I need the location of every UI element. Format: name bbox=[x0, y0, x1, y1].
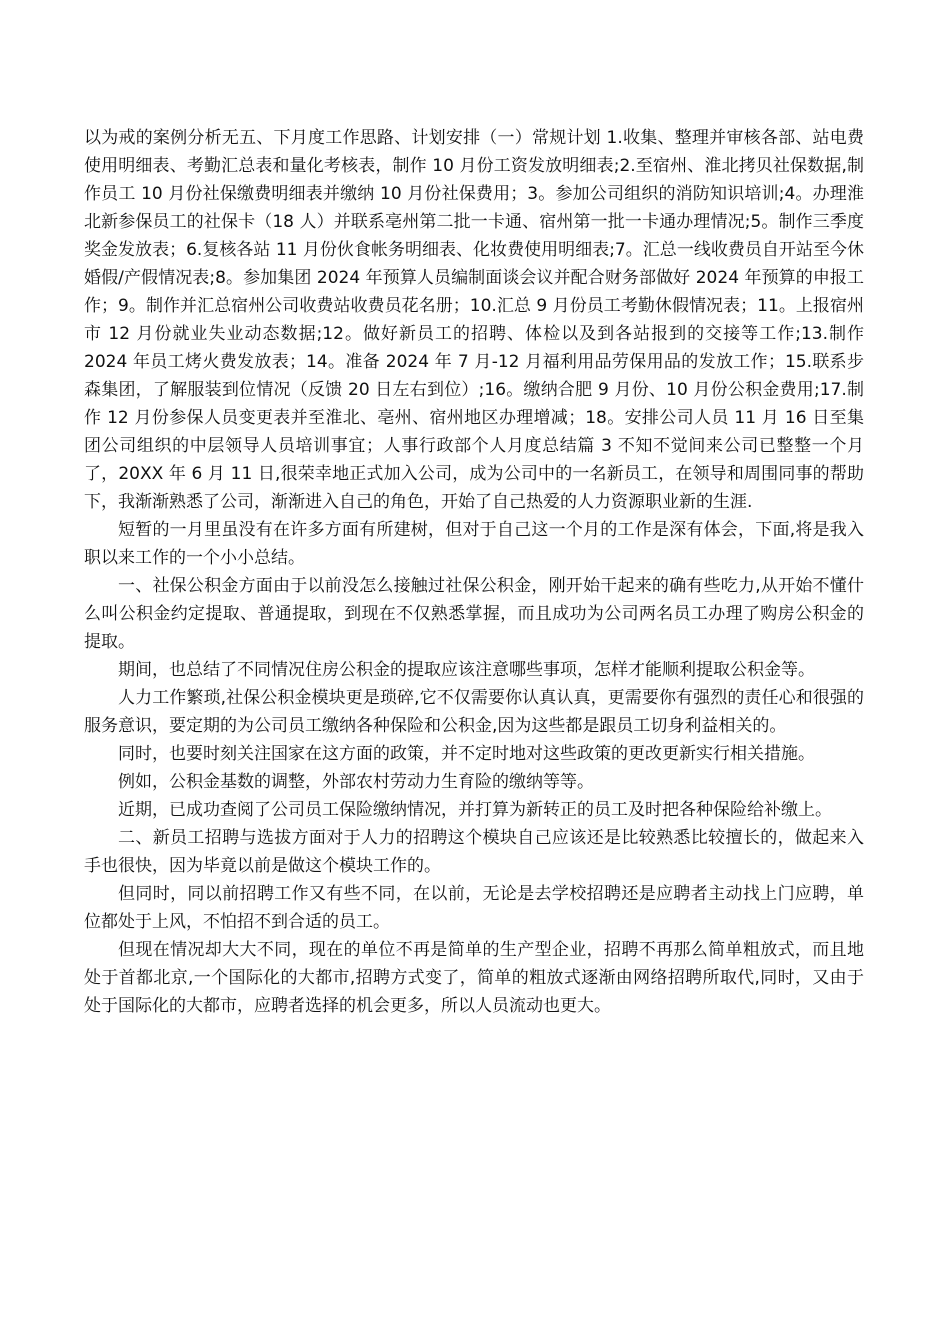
paragraph-policy: 同时，也要时刻关注国家在这方面的政策，并不定时地对这些政策的更改更新实行相关措施。 bbox=[118, 744, 815, 764]
paragraph-recruitment-before: 但同时，同以前招聘工作又有些不同，在以前，无论是去学校招聘还是应聘者主动找上门应聘，单位都处于上风，不怕招不到合适的员工。 bbox=[84, 884, 864, 932]
paragraph-recent: 近期，已成功查阅了公司员工保险缴纳情况，并打算为新转正的员工及时把各种保险给补缴上。 bbox=[118, 800, 832, 820]
paragraph-recruitment: 二、新员工招聘与选拔方面对于人力的招聘这个模块自己应该还是比较熟悉比较擅长的，做起来入手也很快，因为毕竟以前是做这个模块工作的。 bbox=[84, 828, 864, 876]
paragraph-fund-notes: 期间，也总结了不同情况住房公积金的提取应该注意哪些事项，怎样才能顺利提取公积金等。 bbox=[118, 660, 815, 680]
paragraph-example: 例如，公积金基数的调整，外部农村劳动力生育险的缴纳等等。 bbox=[118, 772, 594, 792]
paragraph-work-plan: 以为戒的案例分析无五、下月度工作思路、计划安排（一）常规计划 1.收集、整理并审核各部、站电费使用明细表、考勤汇总表和量化考核表，制作 10 月份工资发放明细表;2.至宿州、淮北拷贝社保数据,制作员工 10 月份社保缴费明细表并缴纳 10 月份社保费用；3。参加公司组织的消防知识培训;4。办理淮北新参保员工的社保卡（18 人）并联系亳州第二批一卡通、宿州第一批一卡通办理情况;5。制作三季度奖金发放表；6.复核各站 11 月份伙食帐务明细表、化妆费使用明细表;7。汇总一线收费员自开站至今休婚假/产假情况表;8。参加集团 2024 年预算人员编制面谈会议并配合财务部做好 2024 年预算的申报工作；9。制作并汇总宿州公司收费站收费员花名册；10.汇总 9 月份员工考勤休假情况表；11。上报宿州市 12 月份就业失业动态数据;12。做好新员工的招聘、体检以及到各站报到的交接等工作;13.制作 2024 年员工烤火费发放表；14。准备 2024 年 7 月-12 月福利用品劳保用品的发放工作；15.联系步森集团，了解服装到位情况（反馈 20 日左右到位）;16。缴纳合肥 9 月份、10 月份公积金费用;17.制作 12 月份参保人员变更表并至淮北、亳州、宿州地区办理增减；18。安排公司人员 11 月 16 日至集团公司组织的中层领导人员培训事宜；人事行政部个人月度总结篇 3 不知不觉间来公司已整整一个月了，20XX 年 6 月 11 日,很荣幸地正式加入公司，成为公司中的一名新员工，在领导和周围同事的帮助下，我渐渐熟悉了公司，渐渐进入自己的角色，开始了自己热爱的人力资源职业新的生涯. bbox=[84, 128, 864, 512]
paragraph-hr-work: 人力工作繁琐,社保公积金模块更是琐碎,它不仅需要你认真认真，更需要你有强烈的责任心和很强的服务意识，要定期的为公司员工缴纳各种保险和公积金,因为这些都是跟员工切身利益相关的。 bbox=[84, 688, 864, 736]
paragraph-summary-intro: 短暂的一月里虽没有在许多方面有所建树，但对于自己这一个月的工作是深有体会，下面,将是我入职以来工作的一个小小总结。 bbox=[84, 520, 864, 568]
document-page bbox=[84, 124, 864, 1020]
paragraph-social-security: 一、社保公积金方面由于以前没怎么接触过社保公积金，刚开始干起来的确有些吃力,从开始不懂什么叫公积金约定提取、普通提取，到现在不仅熟悉掌握，而且成功为公司两名员工办理了购房公积金的提取。 bbox=[84, 576, 864, 652]
paragraph-recruitment-now: 但现在情况却大大不同，现在的单位不再是简单的生产型企业，招聘不再那么简单粗放式，而且地处于首都北京,一个国际化的大都市,招聘方式变了，简单的粗放式逐渐由网络招聘所取代,同时，又由于处于国际化的大都市，应聘者选择的机会更多，所以人员流动也更大。 bbox=[84, 940, 864, 1016]
